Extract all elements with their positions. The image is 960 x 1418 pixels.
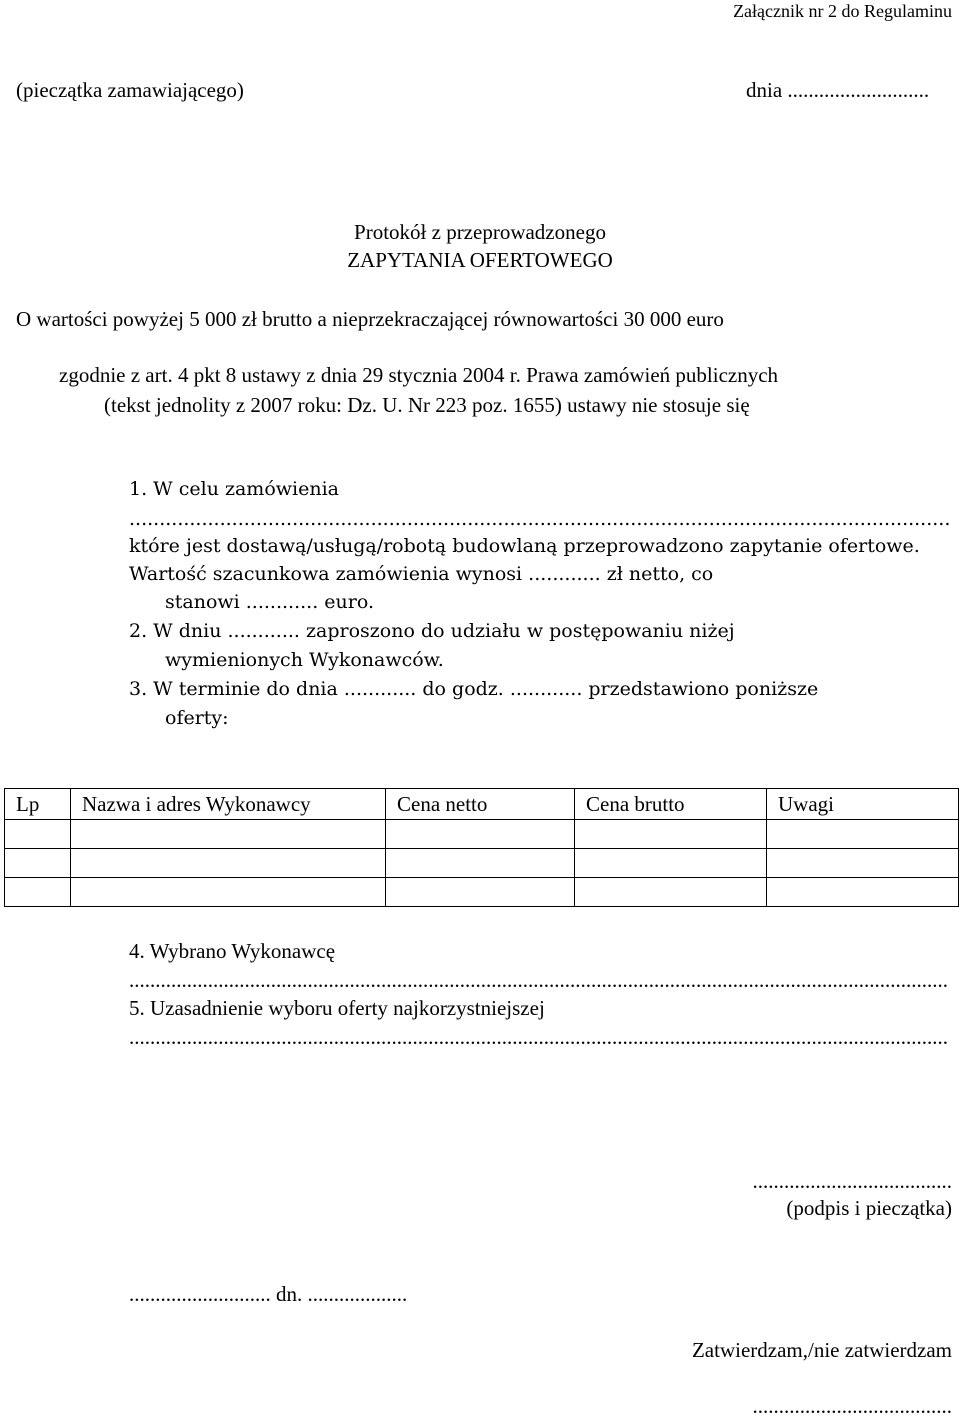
table-cell[interactable] xyxy=(386,878,575,907)
table-cell[interactable] xyxy=(71,878,386,907)
table-cell[interactable] xyxy=(386,849,575,878)
table-row xyxy=(5,849,959,878)
table-cell[interactable] xyxy=(767,820,959,849)
table-cell[interactable] xyxy=(575,849,767,878)
offers-table-header xyxy=(5,789,959,820)
date-field: dnia ........................... xyxy=(746,78,930,102)
point-2-line-1: 2. W dniu ............ zaproszono do udziału w postępowaniu niżej xyxy=(129,620,735,642)
column-header-net-price: Cena netto xyxy=(386,789,575,820)
signature-label: (podpis i pieczątka) xyxy=(786,1196,952,1220)
point-3-line-1: 3. W terminie do dnia ............ do godz. ............ przedstawiono poniższe xyxy=(129,678,819,700)
point-1-fill-dots xyxy=(129,510,949,529)
table-cell[interactable] xyxy=(5,878,71,907)
table-cell[interactable] xyxy=(767,849,959,878)
table-cell[interactable] xyxy=(386,820,575,849)
intro-line-3: (tekst jednolity z 2007 roku: Dz. U. Nr 223 poz. 1655) ustawy nie stosuje się xyxy=(104,393,750,417)
place-date-field: ........................... dn. ................... xyxy=(129,1282,408,1306)
column-header-notes: Uwagi xyxy=(767,789,959,820)
table-cell[interactable] xyxy=(5,820,71,849)
offers-table xyxy=(4,788,959,907)
point-2-line-2: wymienionych Wykonawców. xyxy=(165,649,444,671)
table-cell[interactable] xyxy=(575,878,767,907)
point-1-line-2: które jest dostawą/usługą/robotą budowlaną przeprowadzono zapytanie ofertowe. xyxy=(129,535,920,557)
table-cell[interactable] xyxy=(71,849,386,878)
column-header-lp: Lp xyxy=(5,789,71,820)
point-5-fill-dots xyxy=(129,1027,947,1048)
attachment-label: Załącznik nr 2 do Regulaminu xyxy=(733,1,952,21)
table-cell[interactable] xyxy=(5,849,71,878)
point-5-heading: 5. Uzasadnienie wyboru oferty najkorzystniejszej xyxy=(129,996,545,1020)
table-row xyxy=(5,878,959,907)
column-header-contractor: Nazwa i adres Wykonawcy xyxy=(71,789,386,820)
stamp-placeholder: (pieczątka zamawiającego) xyxy=(16,78,244,102)
approval-label: Zatwierdzam,/nie zatwierdzam xyxy=(691,1338,952,1362)
signature-dots: ...................................... xyxy=(752,1169,952,1193)
column-header-gross-price: Cena brutto xyxy=(575,789,767,820)
point-1-heading: 1. W celu zamówienia xyxy=(129,478,339,500)
point-4-heading: 4. Wybrano Wykonawcę xyxy=(129,939,336,963)
title-line-1: Protokół z przeprowadzonego xyxy=(354,220,606,244)
title-line-2: ZAPYTANIA OFERTOWEGO xyxy=(347,248,613,272)
table-cell[interactable] xyxy=(575,820,767,849)
table-cell[interactable] xyxy=(767,878,959,907)
intro-line-2: zgodnie z art. 4 pkt 8 ustawy z dnia 29 stycznia 2004 r. Prawa zamówień publicznych xyxy=(59,363,779,387)
intro-line-1: O wartości powyżej 5 000 zł brutto a nieprzekraczającej równowartości 30 000 euro xyxy=(16,307,724,331)
point-1-line-4: stanowi ............ euro. xyxy=(165,591,374,613)
approval-dots: ...................................... xyxy=(752,1394,952,1418)
point-3-line-2: oferty: xyxy=(165,707,229,729)
table-row xyxy=(5,820,959,849)
point-1-line-3: Wartość szacunkowa zamówienia wynosi ............ zł netto, co xyxy=(129,563,714,585)
table-cell[interactable] xyxy=(71,820,386,849)
point-4-fill-dots xyxy=(129,970,947,991)
